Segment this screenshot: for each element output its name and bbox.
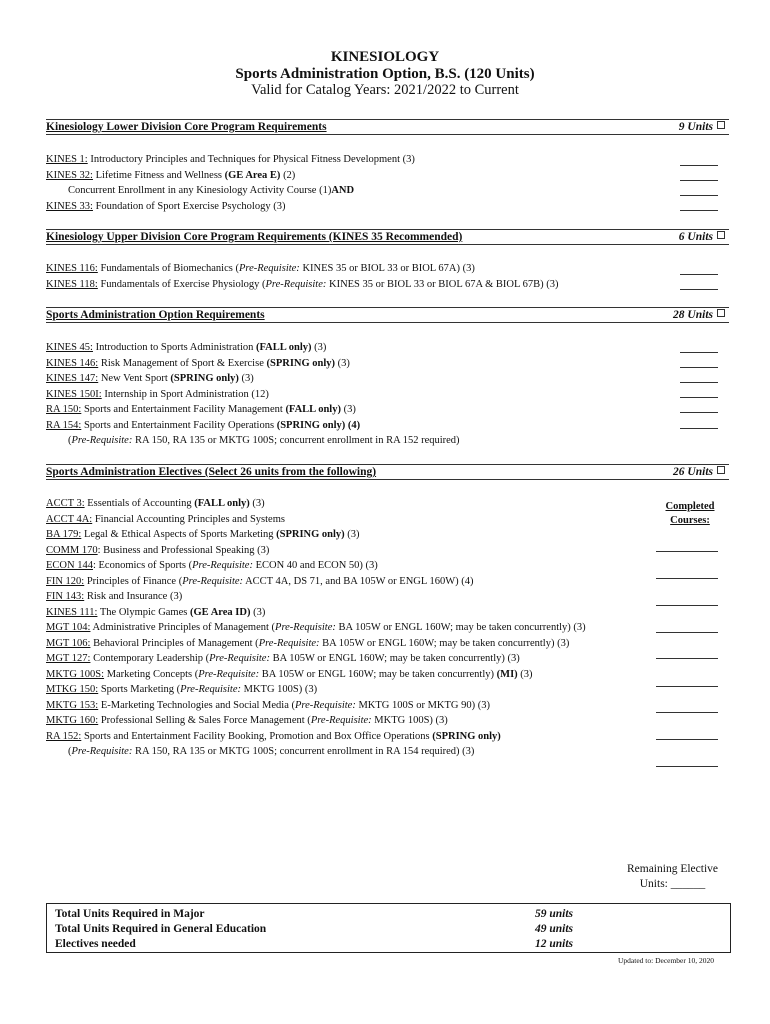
course-text: Principles of Finance ( (84, 575, 183, 587)
totals-box (46, 903, 731, 953)
course-line (46, 169, 295, 182)
course-text: Professional Selling & Sales Force Management ( (98, 715, 311, 726)
checkbox-icon[interactable] (717, 231, 725, 239)
checkbox-icon[interactable] (717, 466, 725, 474)
checkbox-icon[interactable] (717, 309, 725, 317)
course-tail: (3) (340, 404, 356, 415)
course-line (46, 575, 474, 588)
course-text: Behavioral Principles of Management ( (90, 637, 259, 649)
completion-blank[interactable] (680, 210, 718, 211)
course-line (46, 341, 326, 354)
prereq-label: Pre-Requisite: (192, 560, 253, 571)
completion-blank[interactable] (680, 428, 718, 429)
completion-blank[interactable] (656, 686, 718, 687)
course-line (46, 513, 285, 526)
course-code: KINES 33: (46, 200, 93, 212)
term-note: (FALL only) (256, 342, 312, 353)
electives-needed-label: Electives needed (55, 938, 136, 950)
term-note: (GE Area ID) (189, 606, 251, 618)
section-units-lower (679, 120, 725, 134)
prereq-label: Pre-Requisite: (71, 746, 133, 757)
term-note: (MI) (496, 668, 518, 680)
course-text: Contemporary Leadership ( (90, 653, 210, 664)
section-title-lower: Kinesiology Lower Division Core Program Requirements (46, 121, 327, 133)
course-tail: MKTG 100S) (3) (241, 684, 318, 695)
course-tail: ACCT 4A, DS 71, and BA 105W or ENGL 160W) (4) (243, 575, 474, 587)
course-text: New Vent Sport (98, 373, 171, 384)
course-text: Risk Management of Sport & Exercise (98, 357, 267, 369)
course-code: KINES 147: (46, 373, 99, 384)
course-tail: RA 150, RA 135 or MKTG 100S; concurrent enrollment in RA 154 required) (3) (132, 746, 475, 757)
course-tail: (3) (311, 342, 327, 353)
course-code: RA 150: (46, 404, 82, 415)
section-units-option (673, 308, 725, 322)
course-line (46, 528, 360, 541)
updated-date: Updated to: December 10, 2020 (618, 956, 715, 965)
course-code: KINES 116: (46, 263, 98, 274)
section-header-upper (46, 229, 729, 245)
completion-blank[interactable] (680, 367, 718, 368)
course-line (46, 559, 378, 572)
completion-blank[interactable] (656, 551, 718, 552)
course-code: MKTG 160: (46, 715, 99, 726)
course-text: Legal & Ethical Aspects of Sports Marketing (81, 529, 277, 540)
course-text: Lifetime Fitness and Wellness (92, 169, 225, 181)
course-line (46, 372, 254, 385)
prereq-label: Pre-Requisite: (209, 653, 270, 664)
course-text: Sports and Entertainment Facility Management (81, 404, 286, 415)
course-text: Financial Accounting Principles and Systems (92, 513, 285, 525)
catalog-years: Valid for Catalog Years: 2021/2022 to Current (251, 82, 519, 98)
course-code: FIN 120: (46, 575, 85, 587)
course-code: COMM 170 (46, 544, 98, 556)
course-text: Risk and Insurance (3) (84, 591, 183, 602)
course-code: MKTG 100S: (46, 668, 105, 680)
course-code: KINES 45: (46, 342, 93, 353)
completion-blank[interactable] (656, 712, 718, 713)
term-note: (SPRING only) (170, 373, 239, 384)
course-tail: BA 105W or ENGL 160W; may be taken concurrently) (3) (335, 622, 586, 633)
course-code: MGT 127: (46, 653, 91, 664)
completion-blank[interactable] (656, 605, 718, 606)
course-code: RA 154: (46, 419, 82, 431)
remaining-elective-units (615, 862, 730, 892)
course-code: KINES 111: (46, 606, 98, 618)
course-line (46, 683, 317, 696)
units-text: 28 Units (673, 309, 713, 321)
course-tail: (3) (517, 668, 533, 680)
term-note: (SPRING only) (266, 357, 336, 369)
term-note: (SPRING only) (432, 730, 501, 742)
completion-blank[interactable] (680, 180, 718, 181)
prereq-label: Pre-Requisite: (275, 622, 336, 633)
course-tail: (3) (238, 373, 254, 384)
completed-line1: Completed (665, 501, 715, 512)
course-line (68, 745, 474, 758)
course-line (46, 637, 569, 650)
course-line (46, 262, 475, 275)
section-header-lower (46, 119, 729, 135)
course-text: Foundation of Sport Exercise Psychology (3) (92, 200, 286, 212)
course-tail: RA 150, RA 135 or MKTG 100S; concurrent enrollment in RA 152 required) (132, 435, 460, 446)
prereq-label: Pre-Requisite: (295, 699, 356, 711)
course-code: KINES 146: (46, 357, 99, 369)
course-tail: (3) (250, 606, 266, 618)
course-line (46, 153, 415, 166)
course-tail: (3) (344, 529, 360, 540)
course-line (46, 621, 586, 634)
course-text: Fundamentals of Exercise Physiology ( (97, 278, 266, 290)
course-code: MGT 104: (46, 622, 91, 633)
checkbox-icon[interactable] (717, 121, 725, 129)
term-note: AND (331, 185, 355, 196)
completion-blank[interactable] (680, 412, 718, 413)
course-tail: MKTG 100S) (3) (371, 715, 448, 726)
course-tail: ECON 40 and ECON 50) (3) (252, 560, 378, 571)
course-text: Essentials of Accounting (84, 498, 195, 509)
electives-needed-value: 12 units (535, 938, 574, 950)
course-line (46, 699, 490, 712)
course-tail: BA 105W or ENGL 160W; may be taken concurrently) (3) (269, 653, 520, 664)
completion-blank[interactable] (656, 632, 718, 633)
course-code: MGT 106: (46, 637, 91, 649)
term-note: (SPRING only) (276, 529, 345, 540)
completed-line2: Courses: (670, 515, 710, 526)
doc-subtitle: Sports Administration Option, B.S. (120 Units) (235, 66, 535, 82)
course-tail: BA 105W or ENGL 160W; may be taken concurrently) (259, 668, 497, 680)
course-line (46, 419, 360, 432)
completion-blank[interactable] (680, 289, 718, 290)
course-code: ACCT 4A: (46, 513, 93, 525)
completion-blank[interactable] (680, 397, 718, 398)
course-line (68, 434, 460, 447)
section-units-upper (679, 230, 725, 244)
course-text: Internship in Sport Administration (12) (101, 388, 269, 400)
completion-blank[interactable] (656, 739, 718, 740)
prereq-label: Pre-Requisite: (265, 278, 327, 290)
course-tail: BA 105W or ENGL 160W; may be taken concurrently) (3) (319, 637, 570, 649)
course-line (46, 714, 448, 727)
total-ge-value: 49 units (535, 923, 574, 935)
term-note: (SPRING only) (4) (276, 419, 361, 431)
course-line (46, 278, 559, 291)
course-tail: (3) (249, 498, 265, 509)
course-line (46, 497, 265, 510)
course-code: KINES 32: (46, 169, 93, 181)
completion-blank[interactable] (656, 766, 718, 767)
section-units-electives (673, 465, 725, 479)
completed-courses-label (650, 500, 730, 528)
course-text: Sports and Entertainment Facility Operations (81, 419, 277, 431)
course-text: Fundamentals of Biomechanics ( (97, 263, 239, 274)
course-line (46, 606, 265, 619)
completion-blank[interactable] (680, 195, 718, 196)
course-code: BA 179: (46, 529, 82, 540)
course-text: Introductory Principles and Techniques for Physical Fitness Development (3) (87, 154, 415, 165)
total-ge-label: Total Units Required in General Education (55, 923, 267, 935)
course-line (46, 403, 356, 416)
course-line (46, 668, 533, 681)
course-line (46, 590, 182, 603)
course-code: FIN 143: (46, 591, 85, 602)
completion-blank[interactable] (680, 352, 718, 353)
course-line (46, 200, 285, 213)
section-header-electives (46, 464, 729, 480)
course-line (46, 544, 269, 557)
total-major-value: 59 units (535, 908, 574, 920)
course-tail: KINES 35 or BIOL 33 or BIOL 67A) (3) (299, 263, 475, 274)
course-code: RA 152: (46, 730, 82, 742)
prereq-label: Pre-Requisite: (71, 435, 133, 446)
doc-title: KINESIOLOGY (330, 49, 440, 65)
section-title-electives: Sports Administration Electives (Select 26 units from the following) (46, 466, 377, 478)
course-text: : Economics of Sports ( (92, 560, 193, 571)
course-code: ACCT 3: (46, 498, 85, 509)
course-line (46, 652, 520, 665)
prereq-label: Pre-Requisite: (180, 684, 242, 695)
prereq-label: Pre-Requisite: (258, 637, 320, 649)
prereq-label: Pre-Requisite: (238, 263, 300, 274)
units-text: 6 Units (678, 231, 713, 243)
term-note: (FALL only) (194, 498, 250, 509)
course-line (46, 388, 269, 401)
course-text: The Olympic Games (97, 606, 190, 618)
units-text: 9 Units (678, 121, 713, 133)
section-title-option: Sports Administration Option Requirements (46, 309, 265, 321)
course-text: ( (68, 435, 72, 446)
section-header-option (46, 307, 729, 323)
completion-blank[interactable] (680, 382, 718, 383)
course-text: Sports and Entertainment Facility Booking, Promotion and Box Office Operations (81, 730, 433, 742)
course-text: Administrative Principles of Management ( (90, 622, 276, 633)
remaining-line1: Remaining Elective (626, 863, 718, 875)
completion-blank[interactable] (680, 165, 718, 166)
course-tail: (2) (280, 169, 296, 181)
course-text: : Business and Professional Speaking (3) (97, 544, 270, 556)
course-code: MTKG 150: (46, 684, 99, 695)
course-line (46, 357, 350, 370)
course-code: KINES 118: (46, 278, 98, 290)
remaining-line2[interactable]: Units: ______ (639, 878, 706, 890)
prereq-label: Pre-Requisite: (310, 715, 372, 726)
section-title-upper: Kinesiology Upper Division Core Program Requirements (KINES 35 Recommended) (46, 231, 463, 243)
term-note: (FALL only) (285, 404, 341, 415)
course-tail: (3) (335, 357, 350, 369)
course-text: Sports Marketing ( (98, 684, 181, 695)
course-text: Marketing Concepts ( (104, 668, 199, 680)
course-text: E-Marketing Technologies and Social Media ( (98, 699, 295, 711)
total-major-label: Total Units Required in Major (55, 908, 205, 920)
course-tail: KINES 35 or BIOL 33 or BIOL 67A & BIOL 67B) (3) (326, 278, 559, 290)
course-code: MKTG 153: (46, 699, 99, 711)
course-line (46, 730, 501, 743)
prereq-label: Pre-Requisite: (198, 668, 260, 680)
course-text: ( (68, 746, 72, 757)
completion-blank[interactable] (656, 658, 718, 659)
completion-blank[interactable] (680, 274, 718, 275)
term-note: (GE Area E) (224, 169, 281, 181)
units-text: 26 Units (673, 466, 713, 478)
course-code: KINES 1: (46, 154, 88, 165)
course-code: ECON 144 (46, 560, 93, 571)
course-line (68, 184, 354, 197)
course-code: KINES 150I: (46, 388, 102, 400)
course-text: Concurrent Enrollment in any Kinesiology Activity Course (1) (68, 185, 332, 196)
completion-blank[interactable] (656, 578, 718, 579)
prereq-label: Pre-Requisite: (182, 575, 244, 587)
course-text: Introduction to Sports Administration (92, 342, 257, 353)
course-tail: MKTG 100S or MKTG 90) (3) (355, 699, 491, 711)
